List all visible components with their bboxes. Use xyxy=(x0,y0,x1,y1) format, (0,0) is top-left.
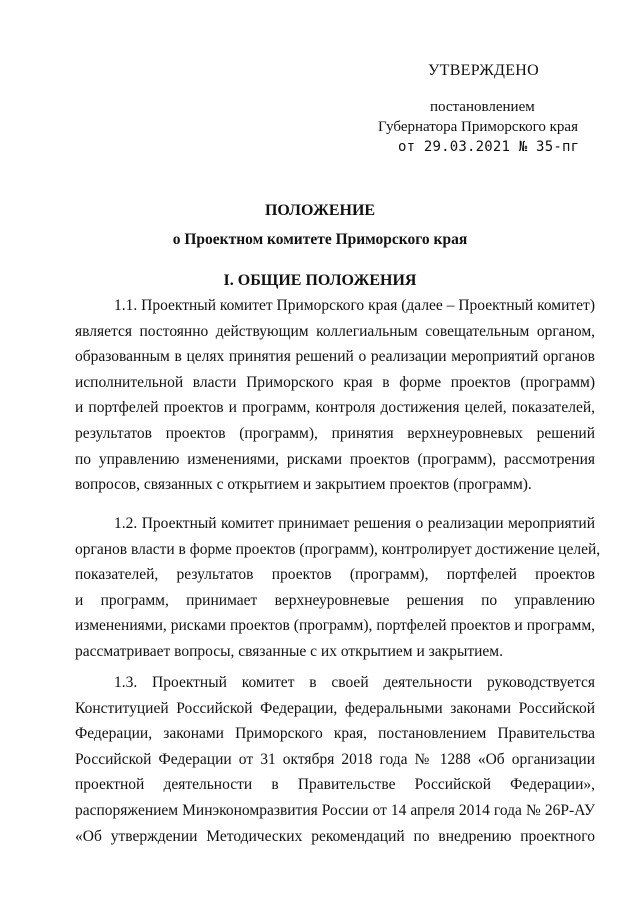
paragraph-line: 1.3. Проектный комитет в своей деятельности руководствуется xyxy=(114,674,595,691)
paragraph-line: Федерации, законами Приморского края, постановлением Правительства xyxy=(75,725,595,743)
paragraph-1-1 xyxy=(75,293,595,498)
paragraph-line: изменениями, рисками проектов (программ), портфелей проектов и программ, xyxy=(75,617,595,635)
paragraph-line: Конституцией Российской Федерации, федеральными законами Российской xyxy=(75,699,595,717)
paragraph-line: результатов проектов (программ), принятия верхнеуровневых решений xyxy=(75,424,595,442)
paragraph-line: 1.2. Проектный комитет принимает решения о реализации мероприятий xyxy=(114,515,595,532)
paragraph-line: образованным в целях принятия решений о реализации мероприятий органов xyxy=(75,348,595,366)
approval-authority-line: Губернатора Приморского края xyxy=(378,119,578,135)
paragraph-line: является постоянно действующим коллегиальным совещательным органом, xyxy=(75,322,595,340)
approval-decree-line: постановлением xyxy=(430,99,535,115)
approval-stamp-heading: УТВЕРЖДЕНО xyxy=(428,62,540,79)
paragraph-line: органов власти в форме проектов (программ), контролирует достижение целей, xyxy=(75,540,601,558)
paragraph-line: по управлению изменениями, рисками проектов (программ), рассмотрения xyxy=(75,450,595,468)
paragraph-line: «Об утверждении Методических рекомендаций по внедрению проектного xyxy=(75,827,595,845)
paragraph-line: исполнительной власти Приморского края в форме проектов (программ) xyxy=(75,373,595,391)
paragraph-line: и портфелей проектов и программ, контроля достижения целей, показателей, xyxy=(75,399,595,417)
paragraph-line: рассматривает вопросы, связанные с их открытием и закрытием. xyxy=(75,642,503,660)
paragraph-line: и программ, принимает верхнеуровневые решения по управлению xyxy=(75,591,595,609)
paragraph-line: Российской Федерации от 31 октября 2018 года № 1288 «Об организации xyxy=(75,750,595,768)
approval-date-number: от 29.03.2021 № 35-пг xyxy=(398,139,580,155)
paragraph-1-2 xyxy=(75,511,601,665)
section-heading: I. ОБЩИЕ ПОЛОЖЕНИЯ xyxy=(223,272,417,289)
paragraph-line: 1.1. Проектный комитет Приморского края (далее – Проектный комитет) xyxy=(114,297,595,314)
paragraph-line: показателей, результатов проектов (программ), портфелей проектов xyxy=(75,566,595,584)
document-title: ПОЛОЖЕНИЕ xyxy=(264,202,376,219)
paragraph-1-3 xyxy=(75,670,595,849)
paragraph-line: распоряжением Минэкономразвития России от 14 апреля 2014 года № 26Р-АУ xyxy=(75,801,595,819)
paragraph-line: проектной деятельности в Правительстве Российской Федерации», xyxy=(75,776,595,794)
document-subtitle: о Проектном комитете Приморского края xyxy=(172,231,468,248)
paragraph-line: вопросов, связанных с открытием и закрытием проектов (программ). xyxy=(75,476,532,494)
